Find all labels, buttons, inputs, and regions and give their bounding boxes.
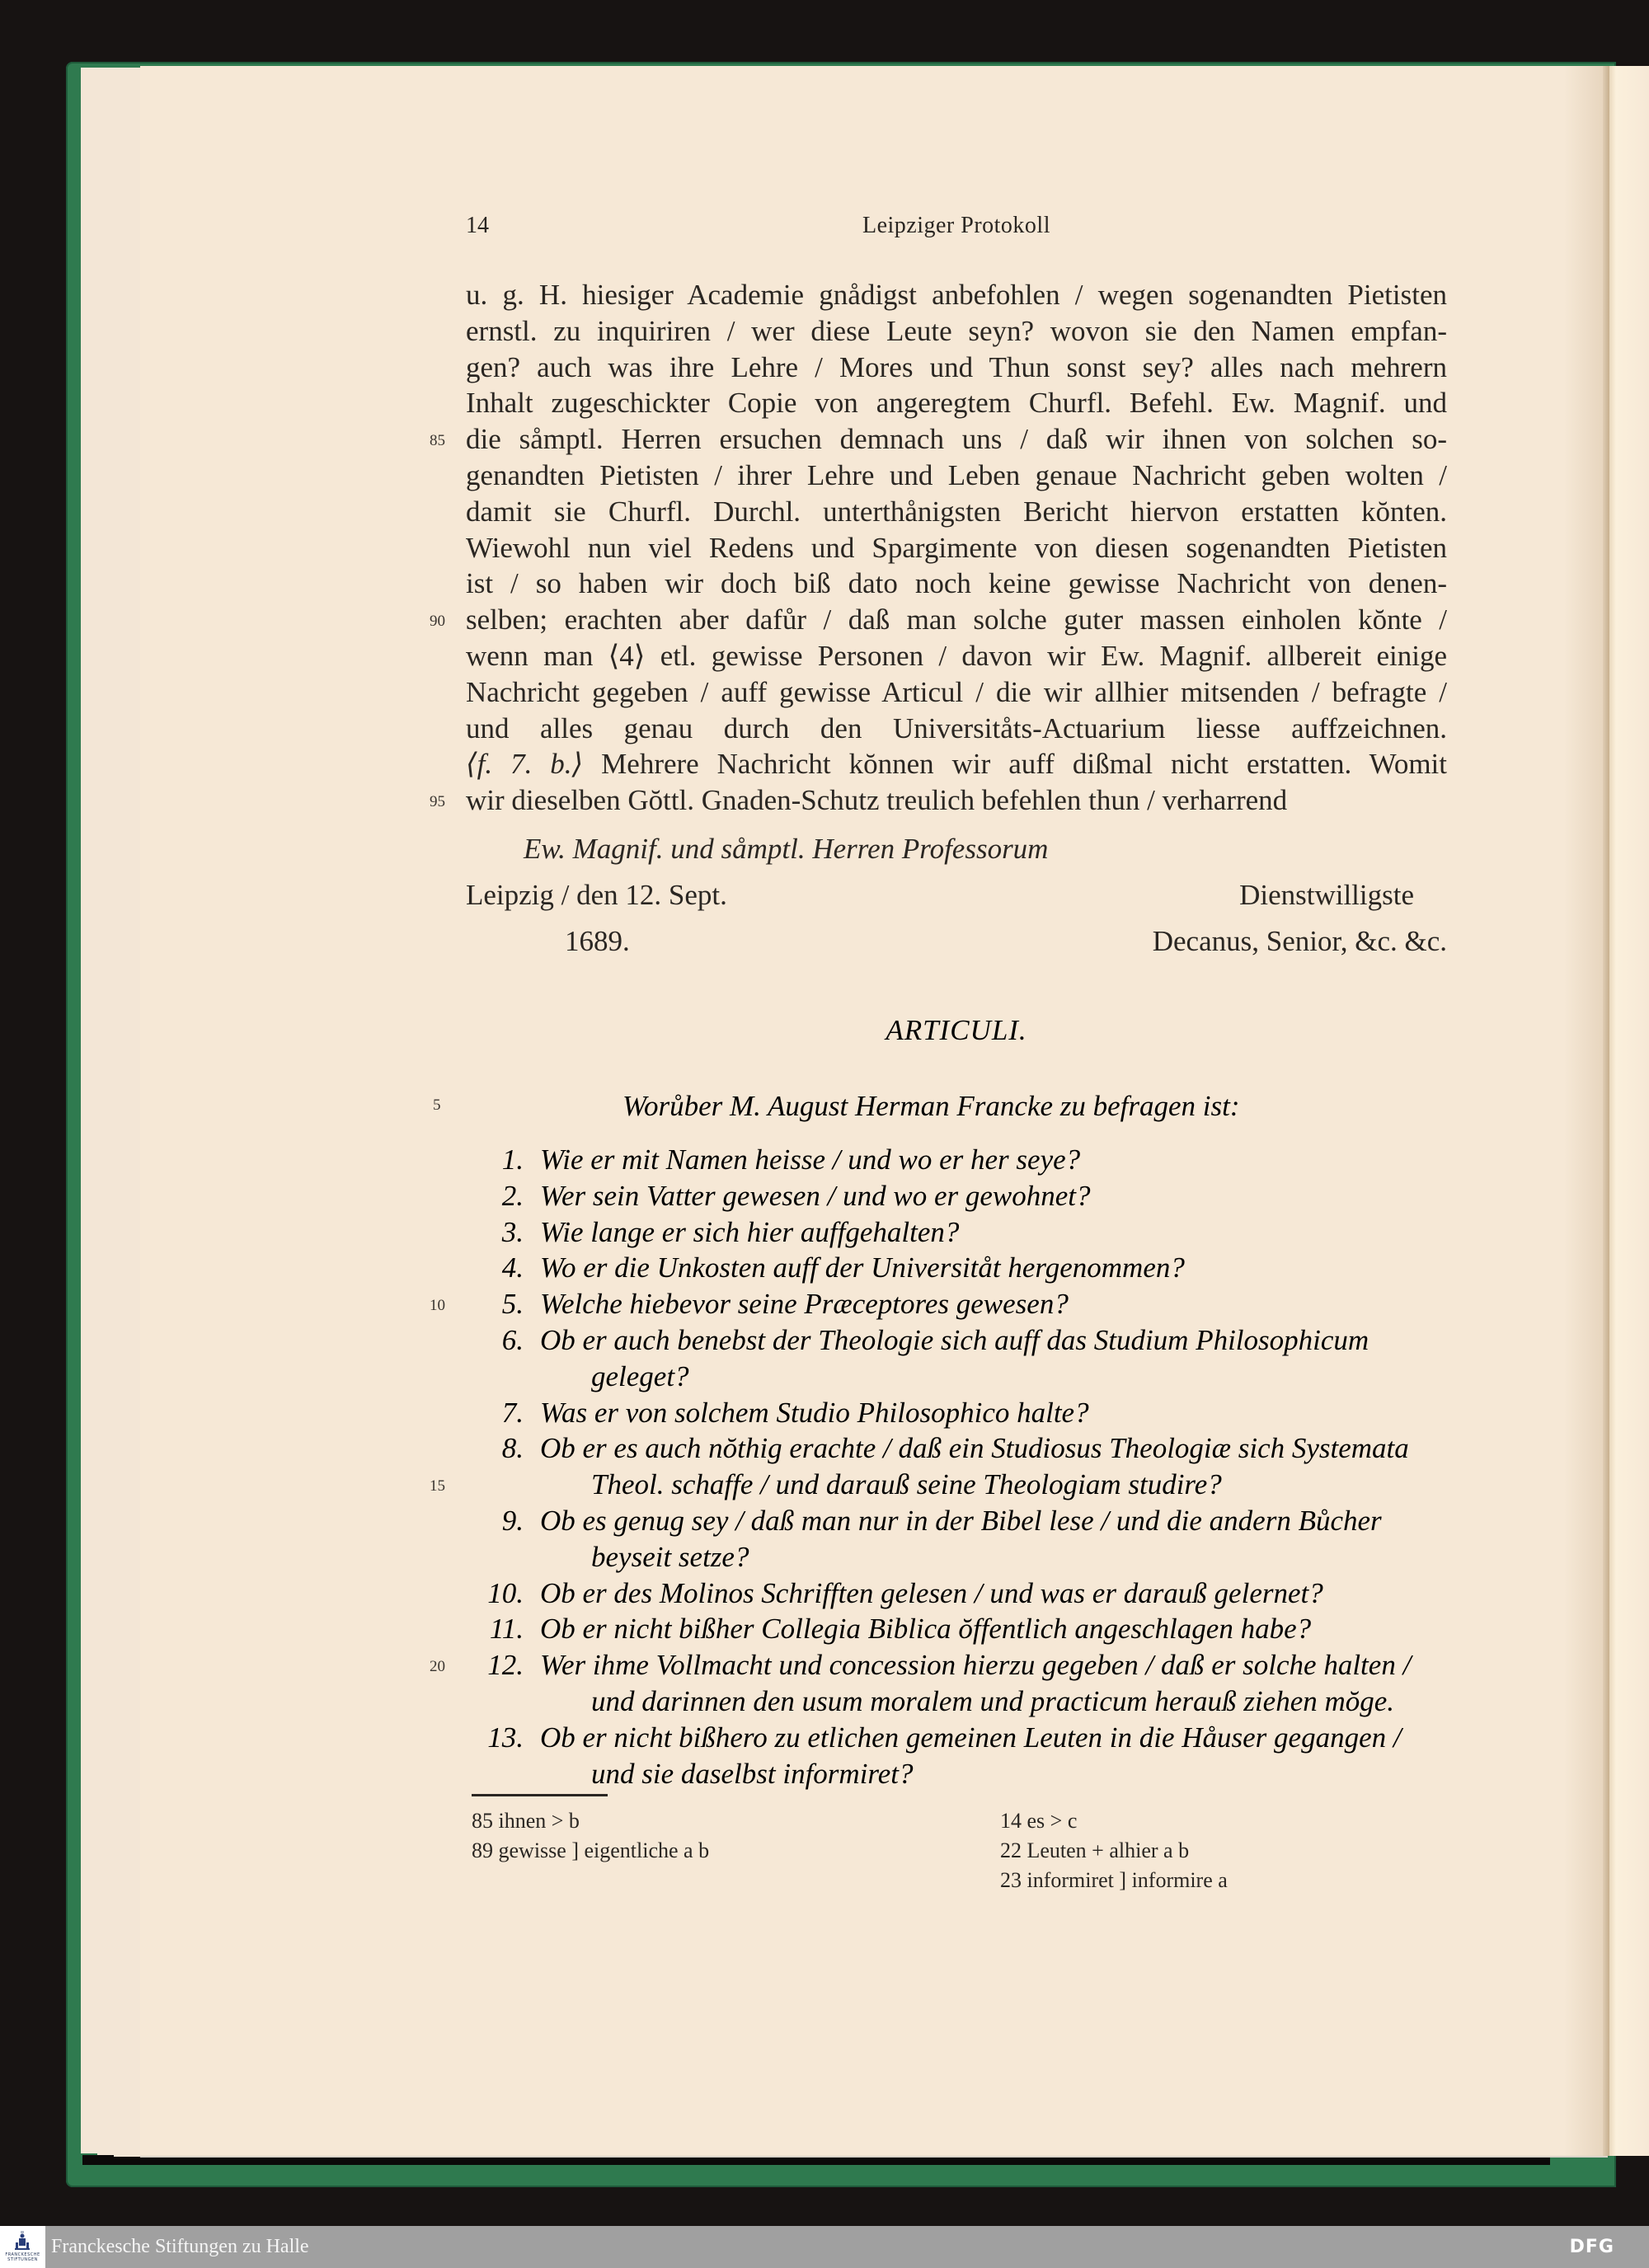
page-number: 14 (466, 213, 489, 238)
line-number: 85 (430, 432, 445, 450)
line-number: 5 (433, 1096, 441, 1114)
running-head (466, 213, 1447, 246)
list-item: 11. Ob er nicht bißher Collegia Biblica ŏffentlich angeschlagen habe? (489, 1613, 1312, 1646)
line-number: 15 (430, 1477, 445, 1496)
footnote: 89 gewisse ] eigentliche a b (472, 1838, 710, 1862)
body-line: und alles genau durch den Universitåts-Actuarium liesse auffzeichnen. (466, 711, 1447, 744)
list-item: 1. Wie er mit Namen heisse / und wo er her seye? (501, 1143, 1081, 1176)
question-list (430, 1142, 1447, 1791)
letter-body (430, 277, 1447, 819)
body-line: 95 wir dieselben Gŏttl. Gnaden-Schutz treulich befehlen thun / verharrend (466, 782, 1447, 819)
footnote: 85 ihnen > b (472, 1809, 580, 1833)
dfg-logo[interactable]: DFG (1569, 2237, 1614, 2257)
body-line: Inhalt zugeschickter Copie von angeregtem Churfl. Befehl. Ew. Magnif. und (466, 387, 1447, 420)
body-line: ist / so haben wir doch biß dato noch keine gewisse Nachricht von denen- (466, 567, 1447, 600)
list-item: 8. Ob er es auch nŏthig erachte / daß ein Studiosus Theologiæ sich Systemata 15 Theol. schaffe / und darauß seine Theologiam studire? (466, 1430, 1447, 1503)
signoff: Dienstwilligste (1239, 879, 1414, 911)
list-item: 4. Wo er die Unkosten auff der Universitåt hergenommen? (501, 1251, 1185, 1284)
list-item: 9. Ob es genug sey / daß man nur in der Bibel lese / und die andern Bůcher beyseit setze? (501, 1504, 1382, 1573)
subtitle-text: Worůber M. August Herman Francke zu befragen ist: (622, 1090, 1240, 1122)
running-head-title: Leipziger Protokoll (862, 213, 1050, 238)
body-line: gen? auch was ihre Lehre / Mores und Thun sonst sey? alles nach mehrern (466, 350, 1447, 383)
line-number: 10 (430, 1297, 445, 1315)
line-number: 20 (430, 1658, 445, 1676)
list-item: 20 12. Wer ihme Vollmacht und concession hierzu gegeben / daß er solche halten / und darinnen den usum moralem und practicum herauß ziehen mŏge. (430, 1649, 1412, 1717)
gutter-shadow (1603, 66, 1609, 2156)
signatories: Decanus, Senior, &c. &c. (1152, 925, 1447, 957)
institution-logo[interactable] (0, 2226, 45, 2268)
list-item: 6. Ob er auch benebst der Theologie sich auff das Studium Philosophicum geleget? (501, 1323, 1369, 1392)
footnote: 22 Leuten + alhier a b (1000, 1838, 1190, 1862)
year: 1689. (565, 925, 630, 957)
body-line: wenn man ⟨4⟩ etl. gewisse Personen / davon wir Ew. Magnif. allbereit einige (466, 639, 1447, 672)
body-line: damit sie Churfl. Durchl. unterthånigsten Bericht hiervon erstatten kŏnten. (466, 495, 1447, 528)
francke-figure-icon (14, 2231, 31, 2251)
list-item: 7. Was er von solchem Studio Philosophico halte? (501, 1396, 1089, 1429)
footnote: 23 informiret ] informire a (1000, 1868, 1228, 1892)
footnote: 14 es > c (1000, 1809, 1078, 1833)
footnote-rule (472, 1794, 608, 1796)
logo-caption: FRANCKESCHE STIFTUNGEN (5, 2252, 40, 2262)
body-line: Wiewohl nun viel Redens und Spargimente von diesen sogenandten Pietisten (466, 531, 1447, 564)
line-number: 95 (430, 793, 445, 811)
list-item: 3. Wie lange er sich hier auffgehalten? (501, 1215, 960, 1248)
list-item: 2. Wer sein Vatter gewesen / und wo er gewohnet? (501, 1179, 1091, 1212)
body-line: u. g. H. hiesiger Academie gnådigst anbefohlen / wegen sogenandten Pietisten (466, 279, 1447, 311)
line-number: 90 (430, 613, 445, 631)
body-line: 90 selben; erachten aber dafůr / daß man solche guter massen einholen kŏnte / (466, 602, 1447, 638)
viewer-footer-bar (0, 2226, 1649, 2268)
section-title: ARTICULI. (886, 1014, 1027, 1046)
salutation-text: Ew. Magnif. und såmptl. Herren Professorum (524, 833, 1049, 865)
body-line: ⟨f. 7. b.⟩ Mehrere Nachricht kŏnnen wir auff dißmal nicht erstatten. Womit (466, 748, 1447, 781)
list-item: 10. Ob er des Molinos Schrifften gelesen / und was er darauß gelernet? (487, 1576, 1323, 1609)
body-line: Nachricht gegeben / auff gewisse Articul / die wir allhier mitsenden / befragte / (466, 675, 1447, 708)
facing-page-edge (1608, 66, 1649, 2156)
body-line: 85 die såmptl. Herren ersuchen demnach uns / daß wir ihnen von solchen so- (466, 421, 1447, 458)
footnotes-right (1000, 1806, 1228, 1895)
place-date: Leipzig / den 12. Sept. (466, 879, 727, 911)
footnotes-left (472, 1806, 709, 1866)
list-item: 13. Ob er nicht bißhero zu etlichen gemeinen Leuten in die Håuser gegangen / und sie daselbst informiret? (487, 1721, 1402, 1790)
body-line: ernstl. zu inquiriren / wer diese Leute seyn? wovon sie den Namen empfan- (466, 314, 1447, 347)
institution-name: Franckesche Stiftungen zu Halle (51, 2236, 309, 2257)
list-item: 10 5. Welche hiebevor seine Præceptores gewesen? (466, 1286, 1447, 1322)
folio-reference: ⟨f. 7. b.⟩ (466, 748, 584, 781)
body-line: genandten Pietisten / ihrer Lehre und Leben genaue Nachricht geben wolten / (466, 458, 1447, 491)
